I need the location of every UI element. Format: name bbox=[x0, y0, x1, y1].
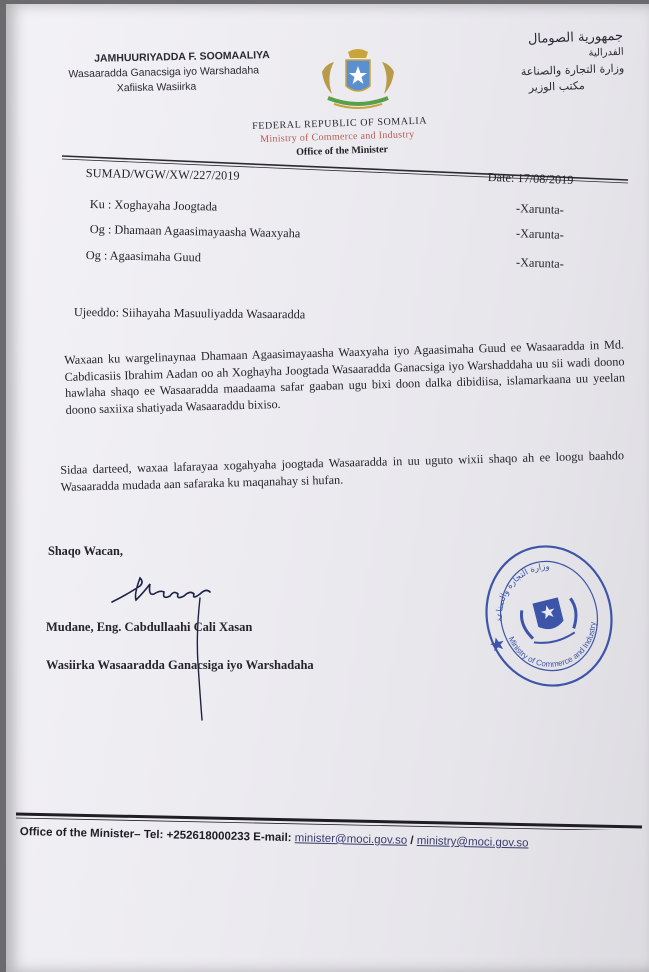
footer-email-minister[interactable]: minister@moci.gov.so bbox=[294, 832, 408, 847]
svg-text:Ministry of Commerce and Indus: Ministry of Commerce and Industry bbox=[506, 621, 598, 669]
body-paragraph: Waxaan ku wargelinaynaa Dhamaan Agaasimayaasha Waaxyaha iyo Agaasimaha Guud ee Wasaaradda in Md. Cabdicasiis Ibrahim Aadan oo ah Xoghayha Joogtada Wasaaradda Ganacsiga iyo Warshaddaha uu sii wadi doono hawlaha shaqo ee Wasaaradda maadaama safar gaaban ugu bixi doon dalka dibidiisa, islamarkaana uu yeelan doono saxiixa shatiyada Wasaaraddu bixiso. bbox=[64, 337, 626, 417]
header-somali-line: Wasaaradda Ganacsiga iyo Warshadaha bbox=[68, 64, 260, 81]
header-somali-line: JAMHUURIYADDA F. SOOMAALIYA bbox=[94, 49, 270, 65]
recipient-cc-director-general: Og : Agaasimaha Guud bbox=[85, 248, 202, 265]
recipient-cc-directors-place: -Xarunta- bbox=[515, 226, 565, 242]
letter-date: Date: 17/08/2019 bbox=[487, 170, 574, 187]
signatory-name: Mudane, Eng. Cabdullaahi Cali Xasan bbox=[46, 620, 253, 634]
coat-of-arms-emblem bbox=[314, 46, 402, 116]
header-arabic-line: جمهورية الصومال bbox=[527, 28, 624, 48]
official-stamp bbox=[484, 542, 614, 690]
header-arabic bbox=[433, 29, 625, 100]
header-english-title: FEDERAL REPUBLIC OF SOMALIA bbox=[252, 115, 428, 132]
header-arabic-line: وزارة التجارة والصناعة bbox=[520, 61, 625, 79]
header-english-office: Office of the Minister bbox=[296, 144, 389, 158]
signature bbox=[110, 564, 230, 724]
signatory-title: Wasiirka Wasaaradda Ganacsiga iyo Warshadaha bbox=[46, 658, 314, 672]
letter-subject: Ujeeddo: Siihayaha Masuuliyadda Wasaaradda bbox=[73, 305, 306, 322]
recipient-to: Ku : Xoghayaha Joogtada bbox=[89, 197, 218, 214]
recipient-cc-directors: Og : Dhamaan Agaasimayaasha Waaxyaha bbox=[89, 222, 301, 241]
recipient-to-place: -Xarunta- bbox=[515, 201, 565, 217]
svg-text:وزارة التجارة والصناعة: وزارة التجارة والصناعة bbox=[494, 561, 550, 623]
recipient-cc-director-general-place: -Xarunta- bbox=[515, 255, 565, 271]
footer-email-ministry[interactable]: ministry@moci.gov.so bbox=[416, 835, 529, 850]
header-arabic-line: مكتب الوزير bbox=[528, 79, 586, 95]
reference-number: SUMAD/WGW/XW/227/2019 bbox=[85, 166, 240, 183]
closing-salutation: Shaqo Wacan, bbox=[48, 544, 123, 558]
footer-separator: / bbox=[410, 834, 414, 847]
header-somali-line: Xafiiska Wasiirka bbox=[116, 80, 197, 95]
header-arabic-line: الفدرالية bbox=[588, 46, 624, 59]
letter-page bbox=[6, 4, 649, 972]
footer-label: Office of the Minister– Tel: +252618000233 E-mail: bbox=[19, 826, 292, 845]
footer-divider bbox=[16, 810, 646, 830]
header-somali bbox=[68, 48, 271, 97]
body-paragraph: Sidaa darteed, waxaa lafarayaa xogahyaha joogtada Wasaaradda in uu uguto wixii shaqo ah ee loogu baahdo Wasaaradda mudada aan safaraka ku maqanahay si hufan. bbox=[60, 448, 625, 494]
header-english-ministry: Ministry of Commerce and Industry bbox=[260, 129, 415, 145]
